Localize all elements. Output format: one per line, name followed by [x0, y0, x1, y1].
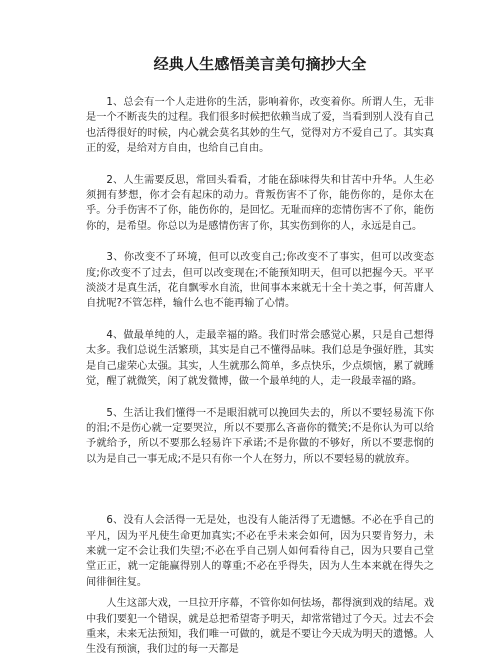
paragraph-4: 4、做最单纯的人，走最幸福的路。我们时常会感觉心累，只是自己想得太多。我们总说生活繁琐，其实是自己不懂得品味。我们总是争强好胜，其实是自己虚荣心太强。其实，人生就那么简单，多点快乐，少点烦恼，累了就睡觉，醒了就微笑，闲了就发微博，做一个最单纯的人，走一段最幸福的路。: [86, 329, 434, 388]
paragraph-7: 人生这部大戏，一旦拉开序幕，不管你如何怯场，都得演到戏的结尾。戏中我们要犯一个错误，就是总把希望寄予明天，却常常错过了今天。过去不会重来，未来无法预知，我们唯一可做的，就是不要让今天成为明天的遗憾。人生没有预演，我们过的每一天都是: [86, 598, 434, 656]
paragraph-5: 5、生活让我们懂得一不是眼泪就可以挽回失去的，所以不要轻易流下你的泪;不是伤心就一定要哭泣，所以不要那么吝啬你的微笑;不是你认为可以给予就给予，所以不要那么轻易许下承诺;不是你做的不够好，所以不要悲悯的以为是自己一事无成;不是只有你一个人在努力，所以不要轻易的就放弃。: [86, 407, 434, 465]
paragraph-3: 3、你改变不了环境，但可以改变自己;你改变不了事实，但可以改变态度;你改变不了过去，但可以改变现在;不能预知明天，但可以把握今天。平平淡淡才是真生活，花自飘零水自流，世间事本来就无十全十美之事，何苦庸人自扰呢?不管怎样，输什么也不能再输了心情。: [86, 252, 434, 310]
document-title: 经典人生感悟美言美句摘抄大全: [153, 55, 367, 73]
paragraph-2: 2、人生需要反思，常回头看看，才能在舔味得失和甘苦中升华。人生必须拥有梦想，你才会有起床的动力。背叛伤害不了你，能伤你的，是你太在乎。分手伤害不了你，能伤你的，是回忆。无耻而痒的恋情伤害不了你，能伤你的，是希望。你总以为是感情伤害了你，其实伤到你的人，永远是自己。: [86, 174, 434, 232]
paragraph-1: 1、总会有一个人走进你的生活，影响着你，改变着你。所谓人生，无非是一个不断丧失的过程。我们很多时候把依赖当成了爱，当看到别人没有自己也活得很好的时候，内心就会莫名其妙的生气，觉得对方不爱自己了。其实真正的爱，是给对方自由，也给自己自由。: [86, 97, 434, 155]
paragraph-6: 6、没有人会活得一无是处，也没有人能活得了无遗憾。不必在乎自己的平凡，因为平凡使生命更加真实;不必在乎未来会如何，因为只要肯努力，未来就一定不会让我们失望;不必在乎自己别人如何看待自己，因为只要自己堂堂正正，就一定能赢得别人的尊重;不必在乎得失，因为人生本来就在得失之间徘徊往复。: [86, 515, 434, 588]
